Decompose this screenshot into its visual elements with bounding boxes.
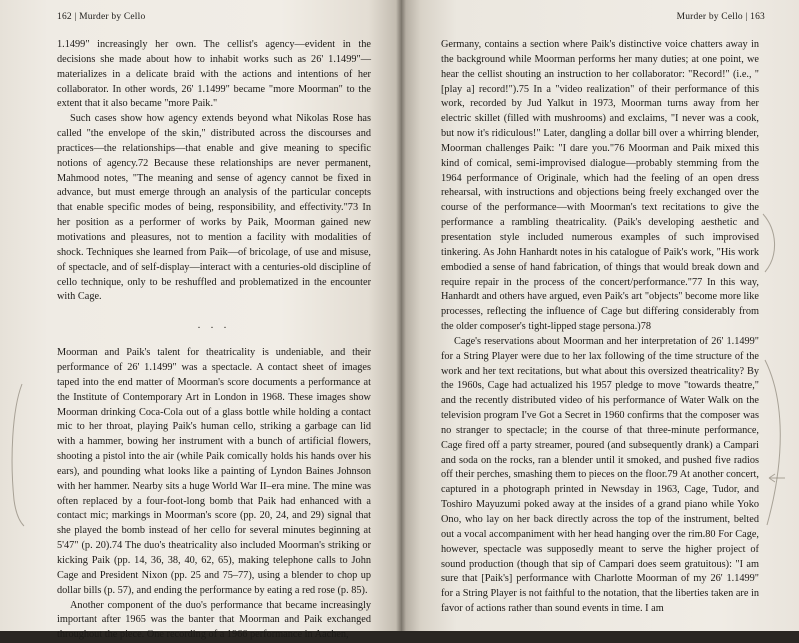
pencil-bracket-mark (6, 380, 28, 530)
paragraph: Germany, contains a section where Paik's distinctive voice chatters away in the background while Moorman performs her many duties; at one point, we hear the cellist shouting an instruction to her collaborator: "Record!" (i.e., "[play a] record!").75 In a "video realization" of their performance of this work, recorded by Jud Yalkut in 1973, Moorman turns away from her electric skillet (filled with mushrooms) and exclaims, "I never was a cook, but now it's ridiculous!" Later, dangling a dollar bill over a whirring blender, Moorman challenges Paik: "I dare you."76 Moorman and Paik mixed this kind of comical, semi-improvised dialogue—probably stemming from the 1964 performance of Originale, which had the feeling of an open dress rehearsal, with instructions and objections being freely exchanged over the course of the performance—with Moorman's text recitations to give the performance a rambling theatricality. (Paik's developing aesthetic and presentation style included numerous examples of such improvised tinkering. As John Hanhardt notes in his catalogue of Paik's work, "His work embodied a sense of hand fabrication, of things that would break down and require repair in the process of the concert/performance."77 In this way, Hanhardt and others have argued, even Paik's art "objects" become more like processes, reflecting the influence of Cage but differing considerably from the older composer's tight-lipped stage persona.)78 (441, 39, 759, 333)
running-head-left: 162 | Murder by Cello (57, 12, 146, 22)
book-gutter (396, 0, 406, 631)
paragraph: Another component of the duo's performance that became increasingly important after 1965 was the banter that Moorman and Paik exchanged throughout the piece. One recording of a 1966 performance in Aachen, (57, 599, 371, 641)
right-page (401, 0, 799, 631)
paragraph: 1.1499" increasingly her own. The cellist's agency—evident in the decisions she made about how to inhabit works such as 26' 1.1499"—materializes in a delicate braid with the actions and intentions of her collaborator. In other words, 26' 1.1499" became "more Moorman" to the extent that it also became "more Paik." (57, 39, 371, 110)
paragraph: Cage's reservations about Moorman and her interpretation of 26' 1.1499" for a String Player were due to her lax following of the time structure of the work and her text recitations, but what about this oversized theatricality? By the 1960s, Cage had actualized his 1957 pledge to move "towards theatre," and the recently distributed video of his performance of Water Walk on the television program I've Got a Secret in 1960 confirms that the composer was no stranger to spectacle; in the course of that three-minute performance, Cage fired off a party streamer, poured (and subsequently drank) a Campari and soda on the rocks, ran a blender until it smoked, and pushed five radios off their perches, smashing them to pieces on the floor.79 At another concert, captured in a photograph printed in Newsday in 1963, Cage, Tudor, and Toshiro Mayuzumi poked away at the insides of a grand piano while Yoko Ono, who lay on her back directly across the top of the instrument, belted out a vocal accompaniment with her head hanging over the rim.80 For Cage, however, spectacle was supposedly meant to serve the higher project of sound production (though that sip of Campari does seem gratuitous): "I am sure that [Paik's] performance with Charlotte Moorman of my 26' 1.1499" for a String Player is not faithful to the notation, that the liberties taken are in favor of actions rather than sound events in time. I am (441, 335, 759, 615)
pencil-bracket-mark (755, 210, 795, 540)
right-page-body (441, 38, 759, 617)
paragraph: Such cases show how agency extends beyond what Nikolas Rose has called "the envelope of the skin," distributed across the discourses and practices—the relationships—that enable and give meaning to specific notions of agency.72 Because these relationships are never permanent, Mahmood notes, "The meaning and sense of agency cannot be fixed in advance, but must emerge through an analysis of the particular concepts that enable specific modes of being, responsibility, and effectivity."73 In her position as a performer of works by Paik, Moorman gained new motivations and pleasures, not to mention a facility with modalities of shock. Techniques she learned from Paik—of bricolage, of use and misuse, of spectacle, and of self-display—interact with a centuries-old discipline of cello technique, only to be reshuffled and problematized in the encounter with Cage. (57, 113, 371, 303)
paragraph: Moorman and Paik's talent for theatricality is undeniable, and their performance of 26' 1.1499" was a spectacle. A contact sheet of images taped into the end matter of Moorman's score documents a performance at the Institute of Contemporary Art in London in 1968. These images show Moorman drinking Coca-Cola out of a glass bottle while holding a contact mic to her throat, playing Paik's human cello, striking a garbage can lid with a hammer, bowing her instrument with a bunch of artificial flowers, shooting a pistol into the air (while Paik comically holds his hands over his ears), and pounding what looks like a painting of Lyndon Baines Johnson with her hammer. Nearby sits a huge World War II–era mine. The mine was often replaced by a four-foot-long bomb that Paik had enhanced with a contact mic; markings in Moorman's score (pp. 20, 24, and 29) signal that she played the bomb instead of her cello for several minutes beginning at 5'47" (p. 20).74 The duo's theatricality also included Moorman's striking or kicking Paik (pp. 14, 36, 38, 40, 62, 65), making telephone calls to John Cage and President Nixon (pp. 25 and 75–77), using a blender to chop up dollar bills (p. 57), and ending the performance by eating a red rose (p. 85). (57, 347, 371, 596)
running-head-right: Murder by Cello | 163 (676, 12, 765, 22)
section-break: . . . (197, 320, 231, 332)
left-page-body (57, 38, 371, 643)
